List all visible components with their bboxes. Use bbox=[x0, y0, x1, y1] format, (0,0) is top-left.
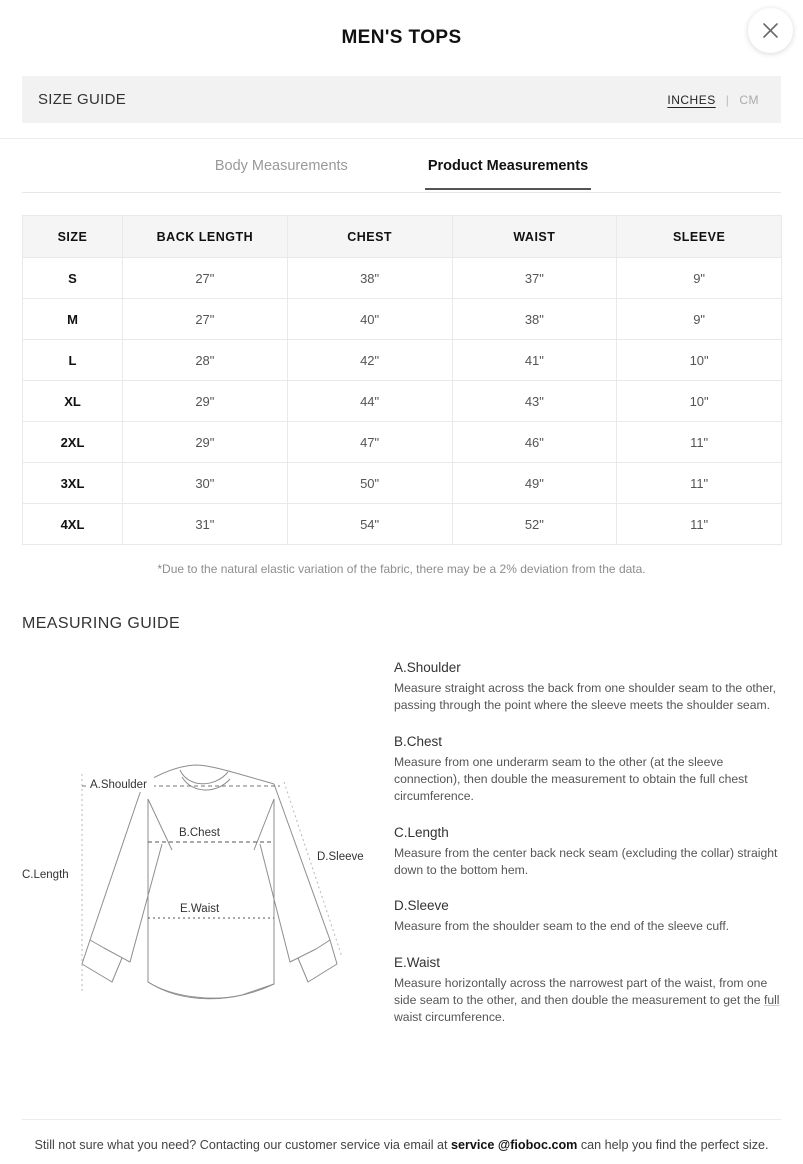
cell-measurement: 52" bbox=[452, 504, 617, 545]
column-header-chest: CHEST bbox=[287, 216, 452, 258]
cell-measurement: 37" bbox=[452, 258, 617, 299]
column-header-waist: WAIST bbox=[452, 216, 617, 258]
close-icon bbox=[762, 22, 779, 39]
tab-product-measurements[interactable]: Product Measurements bbox=[428, 158, 588, 190]
cell-measurement: 38" bbox=[452, 299, 617, 340]
column-header-sleeve: SLEEVE bbox=[617, 216, 782, 258]
cell-size: S bbox=[23, 258, 123, 299]
table-row bbox=[23, 381, 782, 422]
cell-measurement: 46" bbox=[452, 422, 617, 463]
cell-measurement: 54" bbox=[287, 504, 452, 545]
unit-toggle bbox=[667, 93, 759, 107]
guide-term: E.Waist bbox=[394, 954, 441, 970]
svg-text:A.Shoulder: A.Shoulder bbox=[90, 779, 147, 791]
cell-measurement: 42" bbox=[287, 340, 452, 381]
column-header-size: SIZE bbox=[23, 216, 123, 258]
guide-term: B.Chest bbox=[394, 733, 443, 749]
guide-item-shoulder bbox=[394, 660, 784, 715]
table-row bbox=[23, 504, 782, 545]
cell-measurement: 29" bbox=[123, 381, 288, 422]
svg-text:E.Waist: E.Waist bbox=[180, 903, 220, 915]
guide-item-length bbox=[394, 825, 784, 880]
tab-body-measurements[interactable]: Body Measurements bbox=[214, 158, 348, 174]
guide-term: D.Sleeve bbox=[394, 898, 449, 914]
footer-divider bbox=[22, 1119, 781, 1120]
table-note: *Due to the natural elastic variation of the fabric, there may be a 2% deviation from the data. bbox=[157, 562, 646, 576]
guide-description: Measure from the shoulder seam to the end of the sleeve cuff. bbox=[394, 919, 730, 934]
svg-text:D.Sleeve: D.Sleeve bbox=[317, 851, 364, 863]
cell-measurement: 28" bbox=[123, 340, 288, 381]
cell-size: M bbox=[23, 299, 123, 340]
table-header-row bbox=[23, 216, 782, 258]
cell-measurement: 41" bbox=[452, 340, 617, 381]
support-email[interactable]: service @fioboc.com bbox=[451, 1138, 578, 1152]
size-guide-label: SIZE GUIDE bbox=[38, 91, 127, 108]
cell-size: XL bbox=[23, 381, 123, 422]
cell-measurement: 11" bbox=[617, 504, 782, 545]
cell-measurement: 50" bbox=[287, 463, 452, 504]
cell-measurement: 29" bbox=[123, 422, 288, 463]
garment-diagram bbox=[12, 752, 392, 1007]
cell-measurement: 49" bbox=[452, 463, 617, 504]
cell-measurement: 47" bbox=[287, 422, 452, 463]
footer-contact-text: Still not sure what you need? Contacting our customer service via email at service @fioboc.com can help you find the perfect size. bbox=[34, 1138, 769, 1152]
cell-measurement: 31" bbox=[123, 504, 288, 545]
guide-item-sleeve bbox=[394, 898, 784, 935]
guide-term: C.Length bbox=[394, 824, 449, 840]
table-row bbox=[23, 340, 782, 381]
table-row bbox=[23, 463, 782, 504]
unit-separator: | bbox=[725, 92, 730, 107]
cell-measurement: 27" bbox=[123, 299, 288, 340]
measurement-tabs bbox=[22, 158, 781, 190]
guide-term: A.Shoulder bbox=[394, 660, 461, 675]
underlined-word: full bbox=[763, 992, 780, 1007]
cell-measurement: 43" bbox=[452, 381, 617, 422]
unit-inches[interactable]: INCHES bbox=[667, 92, 716, 107]
cell-measurement: 11" bbox=[617, 422, 782, 463]
header-divider bbox=[0, 138, 803, 139]
guide-description: Measure straight across the back from one shoulder seam to the other, passing through the point where the sleeve meets the shoulder seam. bbox=[394, 681, 777, 713]
cell-size: 2XL bbox=[23, 422, 123, 463]
guide-description: Measure horizontally across the narrowest part of the waist, from one side seam to the other, and then double the measurement to get the full waist circumference. bbox=[394, 975, 780, 1025]
column-header-back-length: BACK LENGTH bbox=[123, 216, 288, 258]
cell-measurement: 30" bbox=[123, 463, 288, 504]
cell-size: L bbox=[23, 340, 123, 381]
size-table bbox=[22, 215, 782, 545]
guide-description: Measure from one underarm seam to the other (at the sleeve connection), then double the measurement to obtain the full chest circumference. bbox=[394, 754, 748, 804]
cell-measurement: 44" bbox=[287, 381, 452, 422]
table-row bbox=[23, 299, 782, 340]
measuring-guide-list bbox=[394, 660, 784, 1027]
cell-size: 3XL bbox=[23, 463, 123, 504]
close-button[interactable] bbox=[748, 8, 793, 53]
cell-measurement: 10" bbox=[617, 381, 782, 422]
guide-description: Measure from the center back neck seam (excluding the collar) straight down to the bottom hem. bbox=[394, 845, 778, 877]
cell-measurement: 38" bbox=[287, 258, 452, 299]
cell-measurement: 40" bbox=[287, 299, 452, 340]
table-row bbox=[23, 422, 782, 463]
size-guide-bar bbox=[22, 76, 781, 123]
unit-cm[interactable]: CM bbox=[739, 92, 759, 107]
cell-measurement: 9" bbox=[617, 299, 782, 340]
cell-measurement: 27" bbox=[123, 258, 288, 299]
page-title: MEN'S TOPS bbox=[341, 27, 462, 48]
tabs-rule bbox=[22, 192, 781, 193]
cell-size: 4XL bbox=[23, 504, 123, 545]
svg-text:C.Length: C.Length bbox=[22, 869, 69, 881]
guide-item-chest bbox=[394, 734, 784, 806]
cell-measurement: 9" bbox=[617, 258, 782, 299]
guide-item-waist bbox=[394, 955, 784, 1027]
svg-text:B.Chest: B.Chest bbox=[179, 827, 220, 839]
measuring-guide-heading: MEASURING GUIDE bbox=[22, 615, 181, 632]
cell-measurement: 11" bbox=[617, 463, 782, 504]
cell-measurement: 10" bbox=[617, 340, 782, 381]
table-row bbox=[23, 258, 782, 299]
